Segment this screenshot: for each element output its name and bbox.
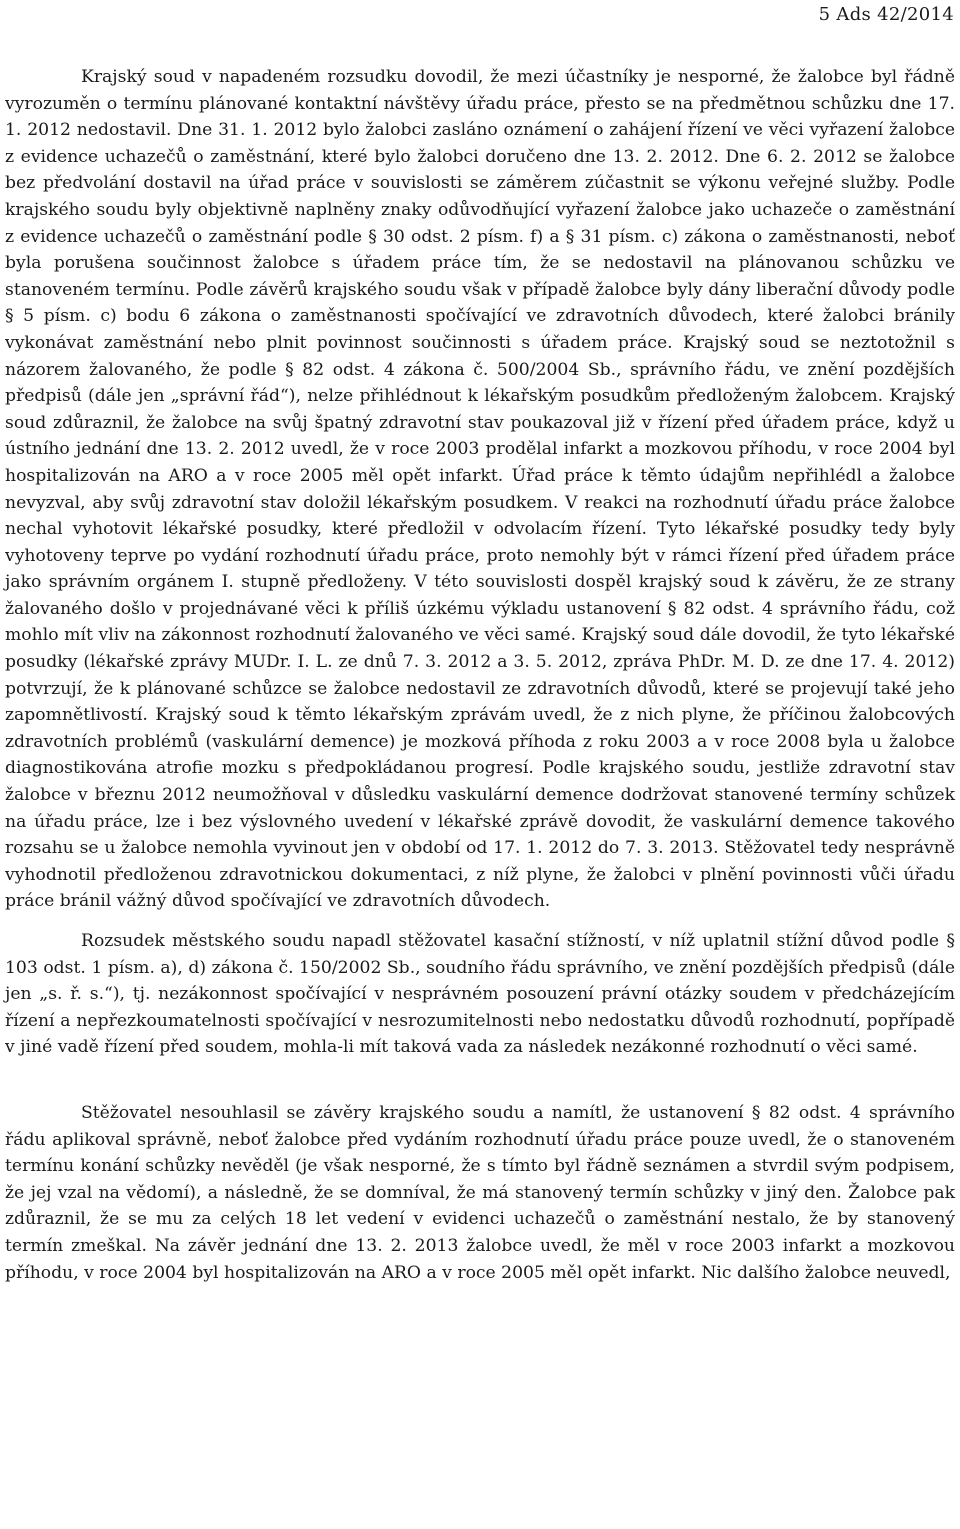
- paragraph-complainant-objections: Stěžovatel nesouhlasil se závěry krajského soudu a namítl, že ustanovení § 82 odst. 4 správního řádu aplikoval správně, neboť žalobce před vydáním rozhodnutí úřadu práce pouze uvedl, že o stanoveném termínu konání schůzky nevěděl (je však nesporné, že s tímto byl řádně seznámen a stvrdil svým podpisem, že jej vzal na vědomí), a následně, že se domníval, že má stanovený termín schůzky v jiný den. Žalobce pak zdůraznil, že se mu za celých 18 let vedení v evidenci uchazečů o zaměstnání nestalo, že by stanovený termín zmeškal. Na závěr jednání dne 13. 2. 2013 žalobce uvedl, že měl v roce 2003 infarkt a mozkovou příhodu, v roce 2004 byl hospitalizován na ARO a v roce 2005 měl opět infarkt. Nic dalšího žalobce neuvedl,: [5, 1102, 955, 1283]
- document-body: [5, 64, 955, 1286]
- case-number: 5 Ads 42/2014: [818, 4, 954, 25]
- paragraph-cassation-complaint: Rozsudek městského soudu napadl stěžovatel kasační stížností, v níž uplatnil stížní důvod podle § 103 odst. 1 písm. a), d) zákona č. 150/2002 Sb., soudního řádu správního, ve znění pozdějších předpisů (dále jen „s. ř. s.“), tj. nezákonnost spočívající v nesprávném posouzení právní otázky soudem v předcházejícím řízení a nepřezkoumatelnosti spočívající v nesrozumitelnosti nebo nedostatku důvodů rozhodnutí, popřípadě v jiné vadě řízení před soudem, mohla-li mít taková vada za následek nezákonné rozhodnutí o věci samé.: [5, 931, 955, 1058]
- paragraph-regional-court-reasoning: Krajský soud v napadeném rozsudku dovodil, že mezi účastníky je nesporné, že žalobce byl řádně vyrozuměn o termínu plánované kontaktní návštěvy úřadu práce, přesto se na předmětnou schůzku dne 17. 1. 2012 nedostavil. Dne 31. 1. 2012 bylo žalobci zasláno oznámení o zahájení řízení ve věci vyřazení žalobce z evidence uchazečů o zaměstnání, které bylo žalobci doručeno dne 13. 2. 2012. Dne 6. 2. 2012 se žalobce bez předvolání dostavil na úřad práce v souvislosti se záměrem zúčastnit se výkonu veřejné služby. Podle krajského soudu byly objektivně naplněny znaky odůvodňující vyřazení žalobce jako uchazeče o zaměstnání z evidence uchazečů o zaměstnání podle § 30 odst. 2 písm. f) a § 31 písm. c) zákona o zaměstnanosti, neboť byla porušena součinnost žalobce s úřadem práce tím, že se nedostavil na plánovanou schůzku ve stanoveném termínu. Podle závěrů krajského soudu však v případě žalobce byly dány liberační důvody podle § 5 písm. c) bodu 6 zákona o zaměstnanosti spočívající ve zdravotních důvodech, které žalobci bránily vykonávat zaměstnání nebo plnit povinnost součinnosti s úřadem práce. Krajský soud se neztotožnil s názorem žalovaného, že podle § 82 odst. 4 zákona č. 500/2004 Sb., správního řádu, ve znění pozdějších předpisů (dále jen „správní řád“), nelze přihlédnout k lékařským posudkům předloženým žalobcem. Krajský soud zdůraznil, že žalobce na svůj špatný zdravotní stav poukazoval již v řízení před úřadem práce, když u ústního jednání dne 13. 2. 2012 uvedl, že v roce 2003 prodělal infarkt a mozkovou příhodu, v roce 2004 byl hospitalizován na ARO a v roce 2005 měl opět infarkt. Úřad práce k těmto údajům nepřihlédl a žalobce nevyzval, aby svůj zdravotní stav doložil lékařským posudkem. V reakci na rozhodnutí úřadu práce žalobce nechal vyhotovit lékařské posudky, které předložil v odvolacím řízení. Tyto lékařské posudky tedy byly vyhotoveny teprve po vydání rozhodnutí úřadu práce, proto nemohly být v rámci řízení před úřadem práce jako správním orgánem I. stupně předloženy. V této souvislosti dospěl krajský soud k závěru, že ze strany žalovaného došlo v projednávané věci k příliš úzkému výkladu ustanovení § 82 odst. 4 správního řádu, což mohlo mít vliv na zákonnost rozhodnutí žalovaného ve věci samé. Krajský soud dále dovodil, že tyto lékařské posudky (lékařské zprávy MUDr. I. L. ze dnů 7. 3. 2012 a 3. 5. 2012, zpráva PhDr. M. D. ze dne 17. 4. 2012) potvrzují, že k plánované schůzce se žalobce nedostavil ze zdravotních důvodů, které se projevují také jeho zapomnětlivostí. Krajský soud k těmto lékařským zprávám uvedl, že z nich plyne, že příčinou žalobcových zdravotních problémů (vaskulární demence) je mozková příhoda z roku 2003 a v roce 2008 byla u žalobce diagnostikována atrofie mozku s předpokládanou progresí. Podle krajského soudu, jestliže zdravotní stav žalobce v březnu 2012 neumožňoval v důsledku vaskulární demence dodržovat stanovené termíny schůzek na úřadu práce, lze i bez výslovného uvedení v lékařské zprávě dovodit, že vaskulární demence takového rozsahu se u žalobce nemohla vyvinout jen v období od 17. 1. 2012 do 7. 3. 2013. Stěžovatel tedy nesprávně vyhodnotil předloženou zdravotnickou dokumentaci, z níž plyne, že žalobci v plnění povinnosti vůči úřadu práce bránil vážný důvod spočívající ve zdravotních důvodech.: [5, 67, 955, 912]
